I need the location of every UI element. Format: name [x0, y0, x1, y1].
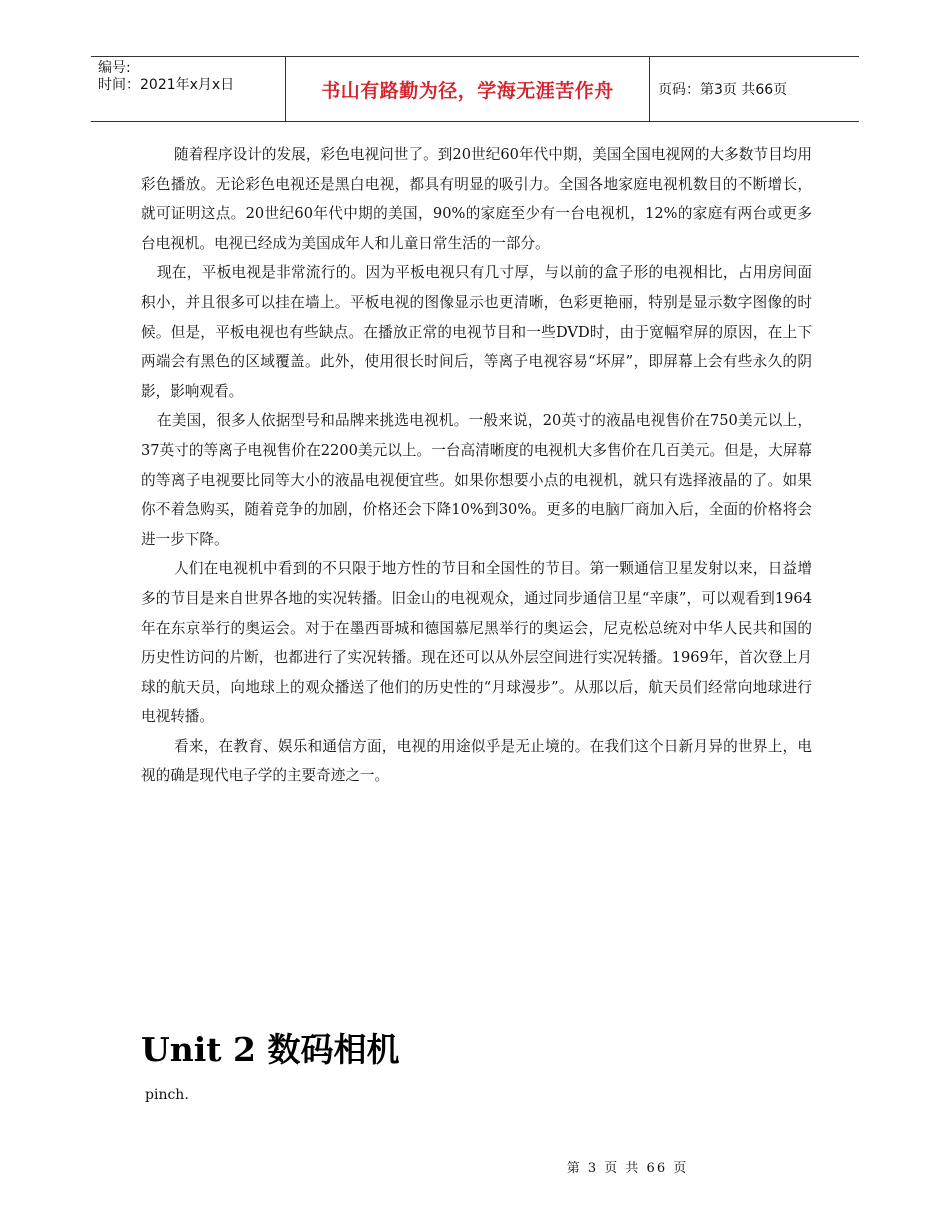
unit-title: Unit 2 数码相机 [141, 1030, 400, 1069]
header-meta-cell [91, 57, 286, 121]
paragraph-satellite: 人们在电视机中看到的不只限于地方性的节目和全国性的节目。第一颗通信卫星发射以来，日益增多的节目是来自世界各地的实况转播。旧金山的电视观众，通过同步通信卫星“辛康”，可以观看到1964年在东京举行的奥运会。对于在墨西哥城和德国慕尼黑举行的奥运会，尼克松总统对中华人民共和国的历史性访问的片断，也都进行了实况转播。现在还可以从外层空间进行实况转播。1969年，首次登上月球的航天员，向地球上的观众播送了他们的历史性的“月球漫步”。从那以后，航天员们经常向地球进行电视转播。 [141, 560, 812, 726]
header-page-info: 页码：第3页 共66页 [658, 82, 788, 98]
number-label: 编号: [98, 60, 131, 76]
paragraph-color-tv: 随着程序设计的发展，彩色电视问世了。到20世纪60年代中期，美国全国电视网的大多数节目均用彩色播放。无论彩色电视还是黑白电视，都具有明显的吸引力。全国各地家庭电视机数目的不断增长，就可证明这点。20世纪60年代中期的美国，90%的家庭至少有一台电视机，12%的家庭有两台或更多台电视机。电视已经成为美国成年人和儿童日常生活的一部分。 [141, 146, 812, 252]
page-header [91, 56, 859, 122]
paragraph-flat-tv: 现在，平板电视是非常流行的。因为平板电视只有几寸厚，与以前的盒子形的电视相比，占用房间面积小，并且很多可以挂在墙上。平板电视的图像显示也更清晰，色彩更艳丽，特别是显示数字图像的时候。但是，平板电视也有些缺点。在播放正常的电视节目和一些DVD时，由于宽幅窄屏的原因，在上下两端会有黑色的区域覆盖。此外，使用很长时间后，等离子电视容易“坏屏”，即屏幕上会有些永久的阴影，影响观看。 [141, 264, 812, 400]
document-body [141, 140, 812, 791]
paragraph-tv-prices: 在美国，很多人依据型号和品牌来挑选电视机。一般来说，20英寸的液晶电视售价在750美元以上，37英寸的等离子电视售价在2200美元以上。一台高清晰度的电视机大多售价在几百美元。但是，大屏幕的等离子电视要比同等大小的液晶电视便宜些。如果你想要小点的电视机，就只有选择液晶的了。如果你不着急购买，随着竞争的加剧，价格还会下降10%到30%。更多的电脑厂商加入后，全面的价格将会进一步下降。 [141, 412, 812, 548]
page-footer: 第 3 页 共 66 页 [566, 1161, 689, 1176]
paragraph-conclusion: 看来，在教育、娱乐和通信方面，电视的用途似乎是无止境的。在我们这个日新月异的世界上，电视的确是现代电子学的主要奇迹之一。 [141, 737, 812, 785]
time-label: 时间：2021年x月x日 [98, 77, 235, 93]
header-motto: 书山有路勤为径，学海无涯苦作舟 [286, 57, 650, 121]
trailing-text: pinch. [145, 1087, 189, 1103]
